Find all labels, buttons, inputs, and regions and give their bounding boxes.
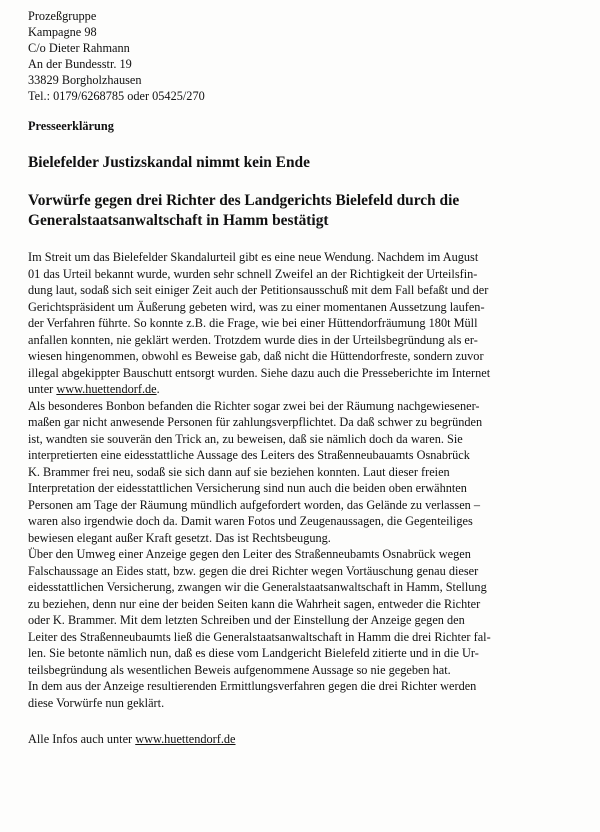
body-line: maßen gar nicht anwesende Personen für zahlungsverpflichtet. Da daß schwer zu begründen xyxy=(28,415,483,429)
body-line: dung laut, sodaß sich seit einiger Zeit auch der Petitionsausschuß mit dem Fall befaßt und der xyxy=(28,283,489,297)
document-subtitle xyxy=(28,191,578,231)
body-line: Interpretation der eidesstattlichen Versicherung sind nun auch die beiden oben erwähnten xyxy=(28,481,467,495)
body-line xyxy=(28,381,578,398)
body-line: waren also irgendwie doch da. Damit waren Fotos und Zeugenaussagen, die Gegenteiliges xyxy=(28,514,473,528)
body-line: ist, wandten sie souverän den Trick an, zu beweisen, daß sie nämlich doch da waren. Sie xyxy=(28,431,463,446)
body-line: Leiter des Straßenneubaumts ließ die Generalstaatsanwaltschaft in Hamm die drei Richter fal- xyxy=(28,629,491,644)
address-line: 33829 Borgholzhausen xyxy=(28,73,142,87)
body-line: bewiesen elegant außer Kraft gesetzt. Das ist Rechtsbeugung. xyxy=(28,530,331,545)
body-text xyxy=(28,249,578,711)
document-content xyxy=(28,8,578,747)
address-line: Tel.: 0179/6268785 oder 05425/270 xyxy=(28,89,205,103)
body-text-prefix: unter xyxy=(28,382,57,396)
body-line: K. Brammer frei neu, sodaß sie sich dann auf sie beziehen konnten. Laut dieser freien xyxy=(28,464,450,479)
body-text-suffix: . xyxy=(156,382,160,396)
website-link[interactable]: www.huettendorf.de xyxy=(56,382,157,396)
footer-note xyxy=(28,731,578,747)
address-line: Prozeßgruppe xyxy=(28,9,97,23)
press-release-label: Presseerklärung xyxy=(28,119,114,133)
body-line: Im Streit um das Bielefelder Skandalurteil gibt es eine neue Wendung. Nachdem im August xyxy=(28,250,479,264)
body-line: Gerichtspräsident um Äußerung gebeten wird, was zu einer momentanen Aussetzung laufen- xyxy=(28,299,485,314)
sender-address xyxy=(28,8,578,104)
body-line: In dem aus der Anzeige resultierenden Ermittlungsverfahren gegen die drei Richter werden xyxy=(28,679,477,693)
body-line: anfallen konnten, nie geklärt werden. Trotzdem wurde dies in der Urteilsbegründung als er- xyxy=(28,332,478,347)
body-line: oder K. Brammer. Mit dem letzten Schreiben und der Einstellung der Anzeige gegen den xyxy=(28,613,465,627)
body-line: Falschaussage an Eides statt, bzw. gegen die drei Richter wegen Vortäuschung genau dieser xyxy=(28,563,479,578)
body-line: Als besonderes Bonbon befanden die Richter sogar zwei bei der Räumung nachgewiesener- xyxy=(28,398,480,413)
address-line: An der Bundesstr. 19 xyxy=(28,57,132,71)
body-line: der Verfahren führte. So konnte z.B. die Frage, wie bei einer Hüttendorfräumung 180t Müll xyxy=(28,316,478,330)
body-line: diese Vorwürfe nun geklärt. xyxy=(28,695,165,710)
body-line: len. Sie betonte nämlich nun, daß es diese vom Landgericht Bielefeld zitierte und in die Ur- xyxy=(28,646,479,660)
body-line: zu beziehen, denn nur eine der beiden Seiten kann die Wahrheit sagen, entweder die Richter xyxy=(28,596,481,611)
subtitle-line: Generalstaatsanwaltschaft in Hamm bestätigt xyxy=(28,212,329,229)
document-title: Bielefelder Justizskandal nimmt kein Ende xyxy=(28,154,310,171)
footer-website-link[interactable]: www.huettendorf.de xyxy=(135,732,236,746)
body-line: illegal abgekippter Bauschutt entsorgt wurden. Siehe dazu auch die Presseberichte im Internet xyxy=(28,365,491,380)
body-line: interpretierten eine eidesstattliche Aussage des Leiters des Straßenneubauamts Osnabrück xyxy=(28,448,470,462)
body-line: wiesen hingenommen, obwohl es Beweise gab, daß nicht die Hüttendorfreste, sondern zuvor xyxy=(28,349,484,363)
body-line: 01 das Urteil bekannt wurde, wurden sehr schnell Zweifel an der Richtigkeit der Urteilsfin- xyxy=(28,266,478,281)
body-line: eidesstattlichen Versicherung, zwangen wir die Generalstaatsanwaltschaft in Hamm, Stellung xyxy=(28,580,487,594)
body-line: Über den Umweg einer Anzeige gegen den Leiter des Straßenneubamts Osnabrück wegen xyxy=(28,547,471,561)
body-line: teilsbegründung als wesentlichen Beweis aufgenommene Aussage so nie gegeben hat. xyxy=(28,662,451,677)
footer-prefix: Alle Infos auch unter xyxy=(28,732,136,746)
address-line: Kampagne 98 xyxy=(28,25,97,39)
address-line: C/o Dieter Rahmann xyxy=(28,41,130,55)
body-line: Personen am Tage der Räumung mündlich aufgefordert worden, das Gelände zu verlassen – xyxy=(28,497,481,512)
subtitle-line: Vorwürfe gegen drei Richter des Landgerichts Bielefeld durch die xyxy=(28,192,460,209)
